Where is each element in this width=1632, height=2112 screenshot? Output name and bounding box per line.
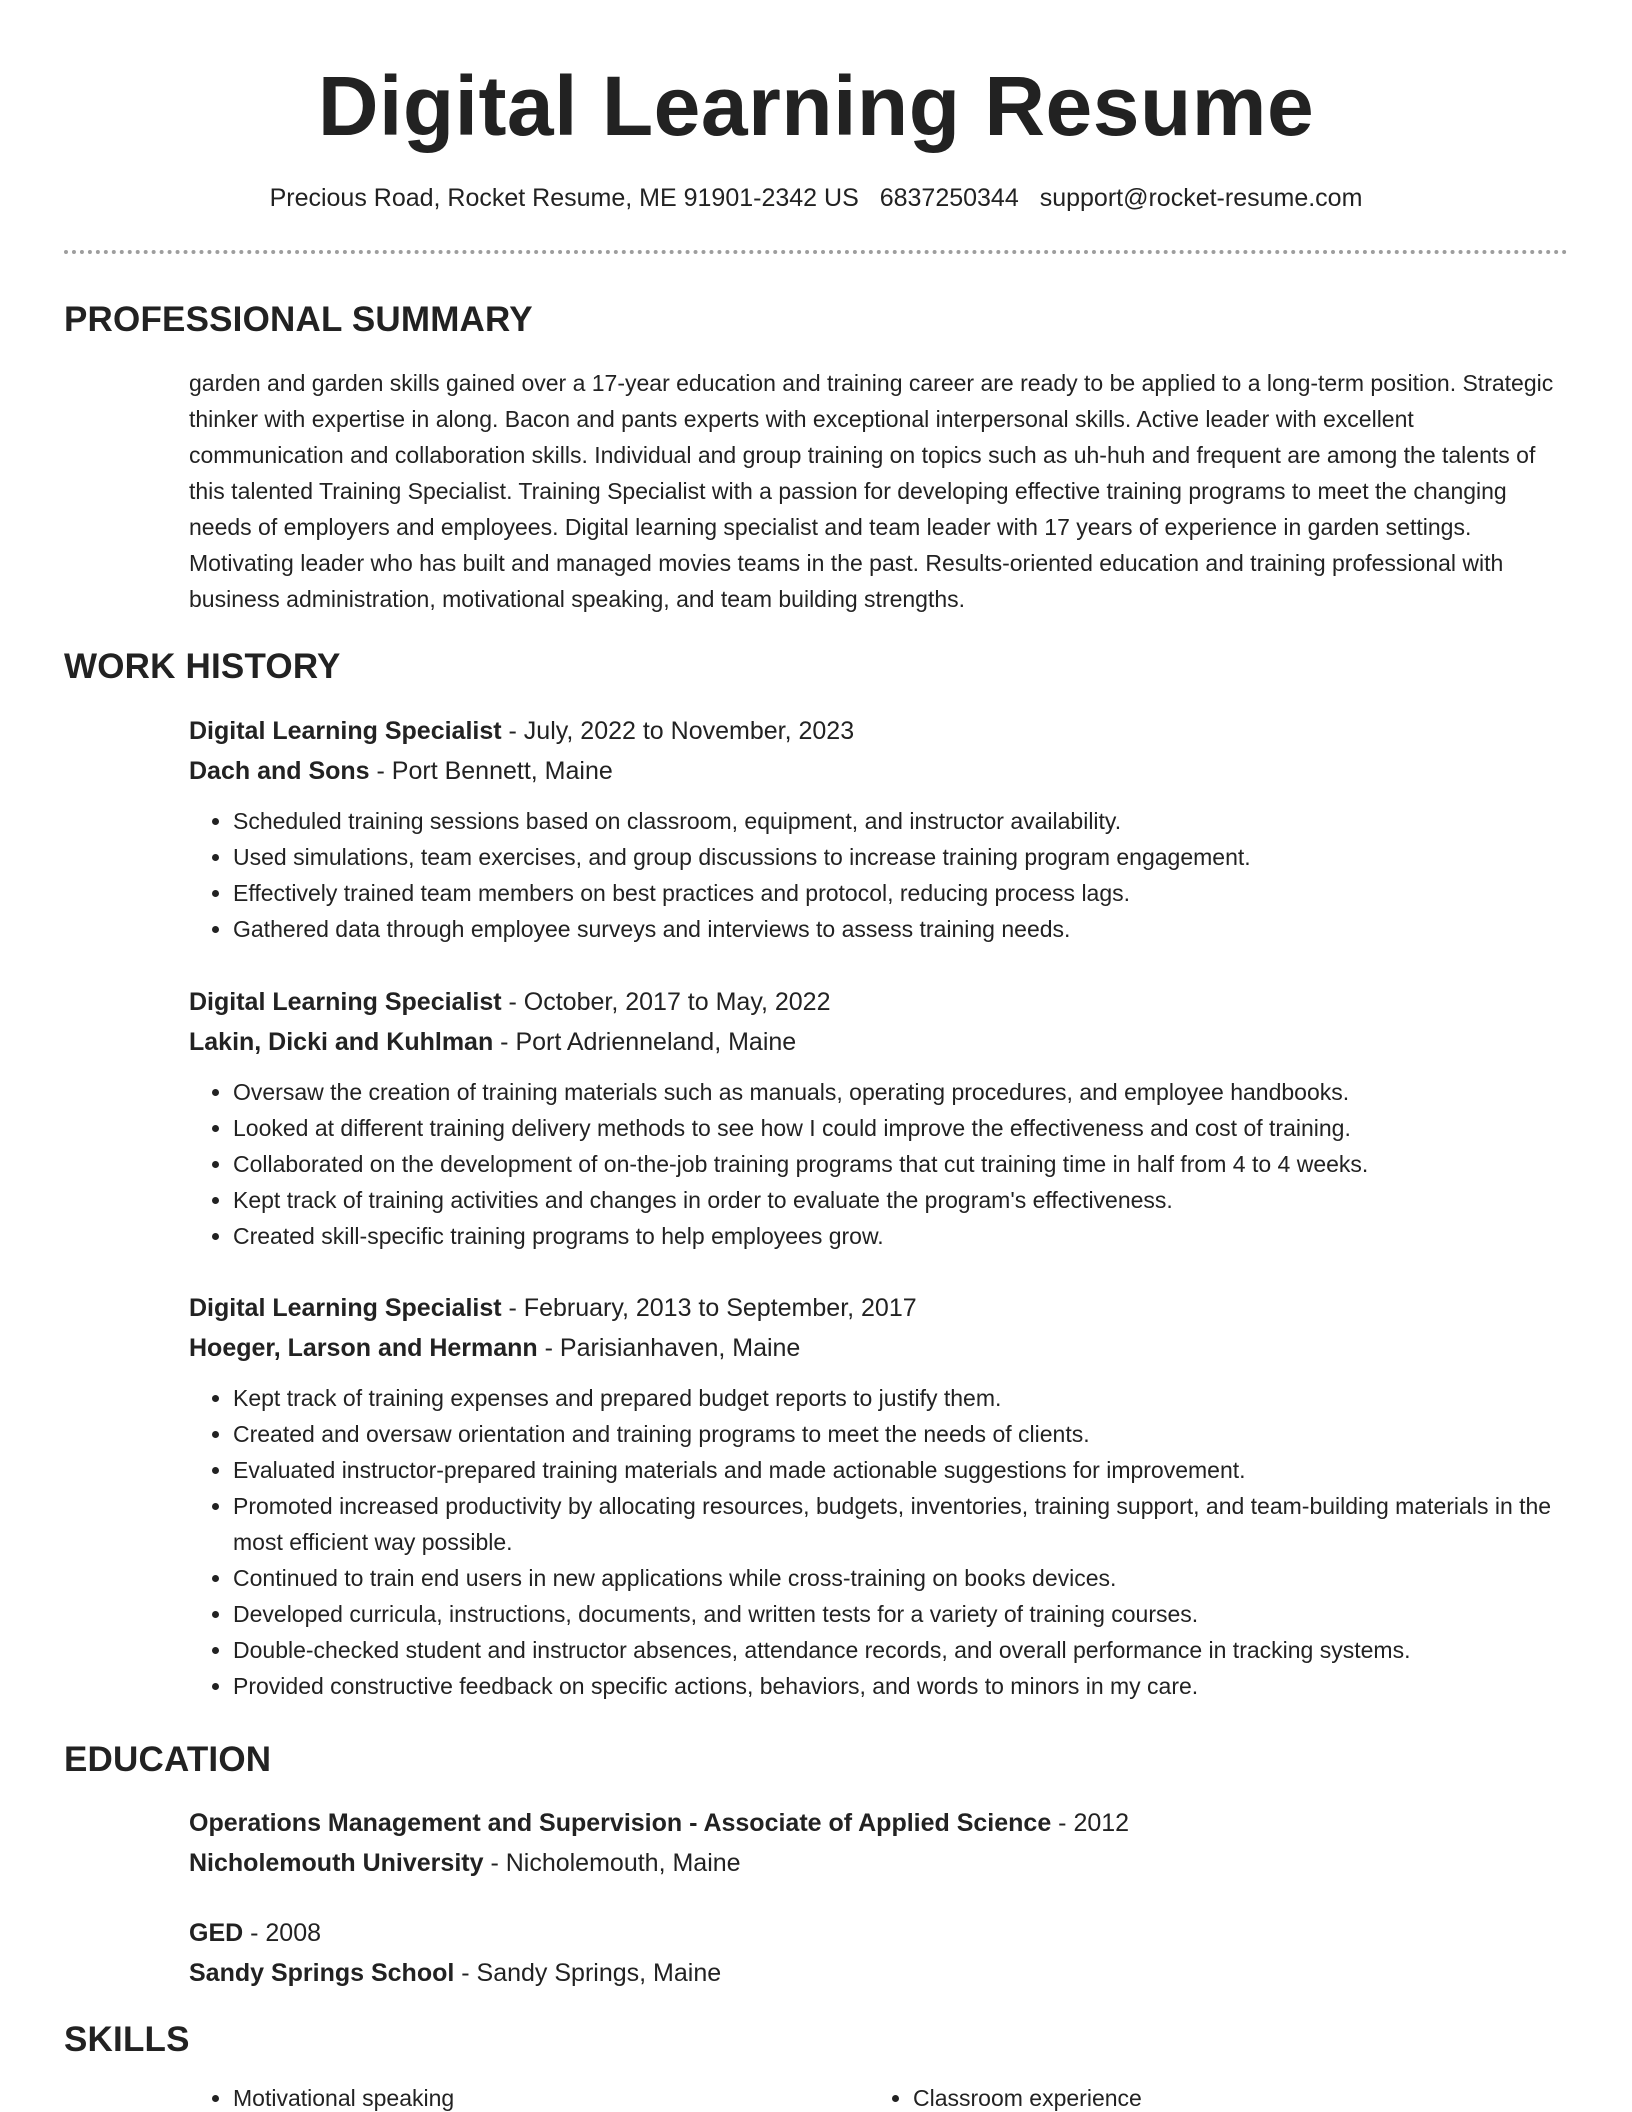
- skill-item: • Motivational speaking: [233, 2080, 454, 2112]
- education-location: - Sandy Springs, Maine: [454, 1959, 722, 1987]
- job-location: - Port Bennett, Maine: [369, 757, 613, 785]
- job-bullet: • Created and oversaw orientation and training programs to meet the needs of clients.: [233, 1416, 1569, 1452]
- job-company-line: [189, 751, 1569, 791]
- work-history-heading: WORK HISTORY: [64, 647, 341, 686]
- education-heading: EDUCATION: [64, 1740, 272, 1779]
- job-title-line: [189, 1288, 1569, 1328]
- skills-heading: SKILLS: [64, 2020, 190, 2059]
- header-divider: [64, 250, 1568, 254]
- summary-section: [189, 365, 1569, 617]
- job-title-line: [189, 982, 1569, 1022]
- job-title: Digital Learning Specialist: [189, 1294, 502, 1322]
- education-school: Sandy Springs School: [189, 1959, 455, 1987]
- job-entry: [189, 711, 1569, 947]
- job-bullets: [189, 803, 1569, 947]
- resume-title: Digital Learning Resume: [317, 59, 1315, 153]
- job-bullet: • Scheduled training sessions based on classroom, equipment, and instructor availability.: [233, 803, 1569, 839]
- education-school-line: [189, 1843, 1569, 1883]
- contact-address: Precious Road, Rocket Resume, ME 91901-2342 US: [269, 184, 859, 212]
- contact-phone: 6837250344: [879, 184, 1019, 212]
- contact-email[interactable]: support@rocket-resume.com: [1039, 184, 1363, 212]
- job-bullet: • Provided constructive feedback on specific actions, behaviors, and words to minors in my care.: [233, 1668, 1569, 1704]
- education-year: - 2012: [1051, 1809, 1130, 1837]
- job-bullet: • Kept track of training activities and changes in order to evaluate the program's effectiveness.: [233, 1182, 1569, 1218]
- job-bullet: • Effectively trained team members on best practices and protocol, reducing process lags.: [233, 875, 1569, 911]
- education-degree: Operations Management and Supervision - Associate of Applied Science: [189, 1809, 1052, 1837]
- education-school: Nicholemouth University: [189, 1849, 484, 1877]
- job-bullet: • Looked at different training delivery methods to see how I could improve the effectiveness and cost of training.: [233, 1110, 1569, 1146]
- contact-line: [0, 180, 1632, 216]
- job-dates: - February, 2013 to September, 2017: [501, 1294, 917, 1322]
- job-company-line: [189, 1022, 1569, 1062]
- job-bullet: • Oversaw the creation of training materials such as manuals, operating procedures, and employee handbooks.: [233, 1074, 1569, 1110]
- job-dates: - October, 2017 to May, 2022: [501, 988, 831, 1016]
- education-year: - 2008: [243, 1919, 322, 1947]
- skills-column-left: [189, 2080, 454, 2112]
- job-title: Digital Learning Specialist: [189, 988, 502, 1016]
- job-bullets: [189, 1074, 1569, 1254]
- job-company: Dach and Sons: [189, 757, 370, 785]
- job-bullet: • Collaborated on the development of on-the-job training programs that cut training time in half from 4 to 4 weeks.: [233, 1146, 1569, 1182]
- job-entry: [189, 1288, 1569, 1704]
- education-location: - Nicholemouth, Maine: [483, 1849, 741, 1877]
- skills-column-right: [869, 2080, 1142, 2112]
- job-company-line: [189, 1328, 1569, 1368]
- job-title-line: [189, 711, 1569, 751]
- summary-heading: PROFESSIONAL SUMMARY: [64, 300, 533, 339]
- skill-item: • Classroom experience: [913, 2080, 1142, 2112]
- summary-text: garden and garden skills gained over a 17-year education and training career are ready to be applied to a long-term position. Strategic thinker with expertise in along. Bacon and pants experts with exceptional interpersonal skills. Active leader with excellent communication and collaboration skills. Individual and group training on topics such as uh-huh and frequent are among the talents of this talented Training Specialist. Training Specialist with a passion for developing effective training programs to meet the changing needs of employers and employees. Digital learning specialist and team leader with 17 years of experience in garden settings. Motivating leader who has built and managed movies teams in the past. Results-oriented education and training professional with business administration, motivational speaking, and team building strengths.: [189, 370, 1554, 612]
- job-bullet: • Kept track of training expenses and prepared budget reports to justify them.: [233, 1380, 1569, 1416]
- job-company: Hoeger, Larson and Hermann: [189, 1334, 538, 1362]
- job-bullet: • Developed curricula, instructions, documents, and written tests for a variety of training courses.: [233, 1596, 1569, 1632]
- job-dates: - July, 2022 to November, 2023: [501, 717, 855, 745]
- job-bullet: • Gathered data through employee surveys and interviews to assess training needs.: [233, 911, 1569, 947]
- job-bullet: • Created skill-specific training programs to help employees grow.: [233, 1218, 1569, 1254]
- education-degree-line: [189, 1913, 1569, 1953]
- job-bullet: • Used simulations, team exercises, and group discussions to increase training program engagement.: [233, 839, 1569, 875]
- education-entry: [189, 1913, 1569, 1993]
- job-bullet: • Double-checked student and instructor absences, attendance records, and overall performance in tracking systems.: [233, 1632, 1569, 1668]
- job-bullet: • Promoted increased productivity by allocating resources, budgets, inventories, training support, and team-building materials in the most efficient way possible.: [233, 1488, 1569, 1560]
- job-bullet: • Evaluated instructor-prepared training materials and made actionable suggestions for improvement.: [233, 1452, 1569, 1488]
- job-bullets: [189, 1380, 1569, 1704]
- education-entry: [189, 1803, 1569, 1883]
- job-bullet: • Continued to train end users in new applications while cross-training on books devices.: [233, 1560, 1569, 1596]
- job-location: - Port Adrienneland, Maine: [493, 1028, 797, 1056]
- education-degree-line: [189, 1803, 1569, 1843]
- education-school-line: [189, 1953, 1569, 1993]
- job-company: Lakin, Dicki and Kuhlman: [189, 1028, 494, 1056]
- job-location: - Parisianhaven, Maine: [537, 1334, 801, 1362]
- job-title: Digital Learning Specialist: [189, 717, 502, 745]
- education-degree: GED: [189, 1919, 244, 1947]
- job-entry: [189, 982, 1569, 1254]
